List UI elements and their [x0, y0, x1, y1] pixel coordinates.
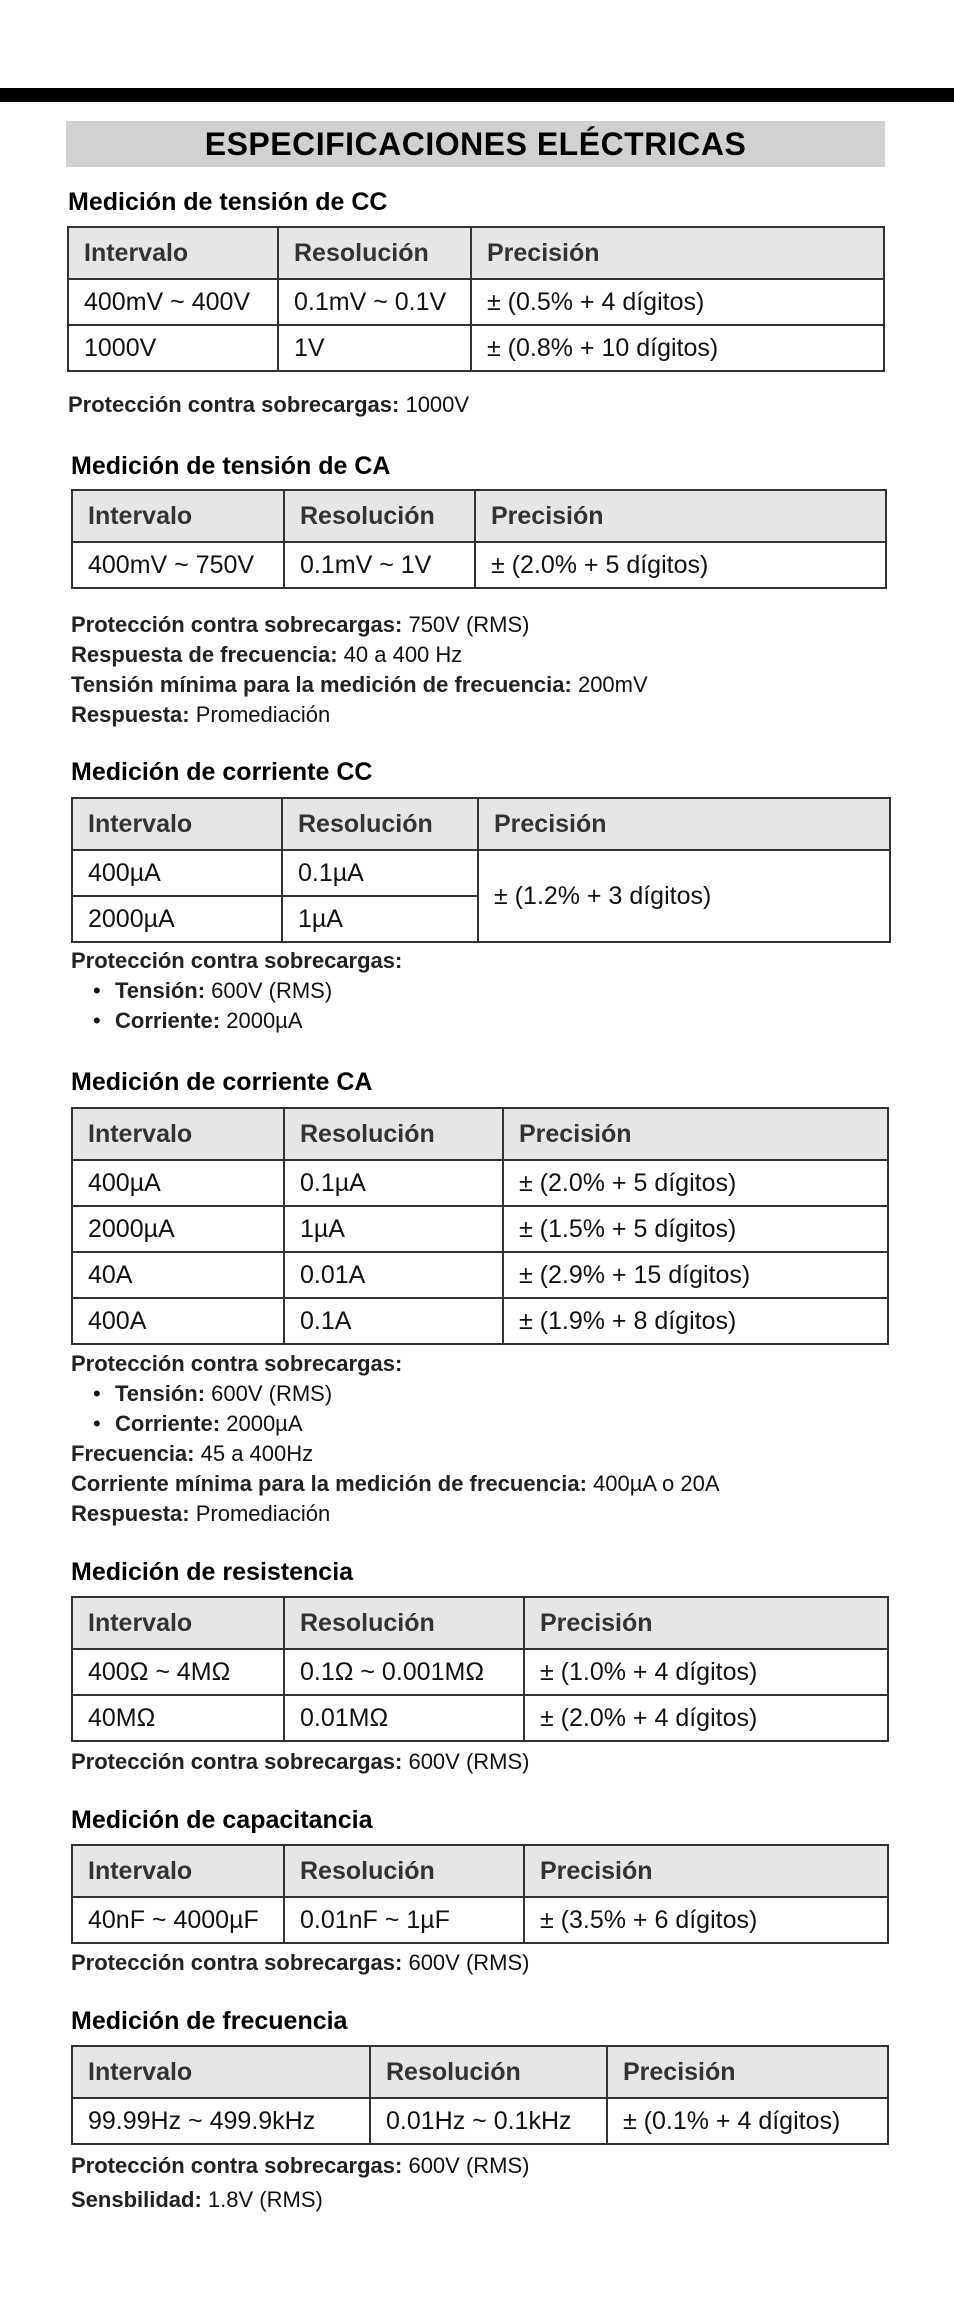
- header-precision: Precisión: [471, 227, 884, 279]
- cell-resolution: 1µA: [284, 1206, 503, 1252]
- cell-resolution: 0.1mV ~ 0.1V: [278, 279, 471, 325]
- section-title-frequency: Medición de frecuencia: [71, 2007, 348, 2035]
- note-line: [71, 1747, 530, 1777]
- header-intervalo: Intervalo: [72, 490, 284, 542]
- note-value: 600V (RMS): [205, 1381, 333, 1406]
- note-value: 2000µA: [220, 1008, 303, 1033]
- note-value: 750V (RMS): [402, 612, 530, 637]
- cell-accuracy: ± (2.0% + 5 dígitos): [475, 542, 886, 588]
- section-title-resistance: Medición de resistencia: [71, 1558, 354, 1586]
- table-header-row: [72, 1108, 888, 1160]
- cell-range: 40MΩ: [72, 1695, 284, 1741]
- note-line: [71, 1948, 530, 1978]
- table-row: [72, 1206, 888, 1252]
- table-dc-voltage: [67, 226, 885, 372]
- table-row: [68, 279, 884, 325]
- header-intervalo: Intervalo: [72, 1845, 284, 1897]
- cell-range: 400Ω ~ 4MΩ: [72, 1649, 284, 1695]
- header-intervalo: Intervalo: [72, 798, 282, 850]
- cell-accuracy: ± (2.0% + 5 dígitos): [503, 1160, 888, 1206]
- table-row: [72, 1897, 888, 1943]
- note-value: 40 a 400 Hz: [337, 642, 463, 667]
- header-resolucion: Resolución: [284, 1845, 524, 1897]
- table-dc-current: [71, 797, 891, 943]
- table-header-row: [72, 798, 890, 850]
- note-label: Protección contra sobrecargas:: [71, 612, 403, 637]
- note-bullet-line: [71, 1379, 720, 1409]
- cell-resolution: 0.1µA: [284, 1160, 503, 1206]
- cell-accuracy: ± (3.5% + 6 dígitos): [524, 1897, 888, 1943]
- header-precision: Precisión: [607, 2046, 888, 2098]
- cell-range: 400mV ~ 400V: [68, 279, 278, 325]
- cell-resolution: 0.01MΩ: [284, 1695, 524, 1741]
- table-row: [72, 1160, 888, 1206]
- note-label: Respuesta de frecuencia:: [71, 642, 338, 667]
- top-black-bar: [0, 88, 954, 102]
- note-label: Corriente mínima para la medición de frecuencia:: [71, 1471, 587, 1496]
- note-label: Respuesta:: [71, 702, 190, 727]
- header-resolucion: Resolución: [284, 1597, 524, 1649]
- table-frequency: [71, 2045, 889, 2145]
- section-title-ac-current: Medición de corriente CA: [71, 1068, 373, 1096]
- table-ac-voltage: [71, 489, 887, 589]
- note-value: 1000V: [399, 392, 470, 417]
- notes-frequency: [71, 2149, 530, 2217]
- cell-resolution: 1V: [278, 325, 471, 371]
- header-resolucion: Resolución: [282, 798, 478, 850]
- header-intervalo: Intervalo: [72, 1597, 284, 1649]
- header-precision: Precisión: [524, 1845, 888, 1897]
- cell-accuracy: ± (2.9% + 15 dígitos): [503, 1252, 888, 1298]
- note-value: Promediación: [189, 1501, 331, 1526]
- note-line: [71, 610, 648, 640]
- header-resolucion: Resolución: [278, 227, 471, 279]
- page-title: ESPECIFICACIONES ELÉCTRICAS: [204, 125, 747, 162]
- note-label: Sensbilidad:: [71, 2187, 202, 2212]
- table-header-row: [72, 490, 886, 542]
- header-intervalo: Intervalo: [72, 1108, 284, 1160]
- note-value: 600V (RMS): [402, 1950, 530, 1975]
- section-title-ac-voltage: Medición de tensión de CA: [71, 452, 391, 480]
- section-title-dc-voltage: Medición de tensión de CC: [68, 188, 388, 216]
- note-bullet-line: [71, 1006, 402, 1036]
- header-precision: Precisión: [503, 1108, 888, 1160]
- header-resolucion: Resolución: [284, 490, 475, 542]
- cell-range: 40nF ~ 4000µF: [72, 1897, 284, 1943]
- table-row: [72, 850, 890, 896]
- notes-capacitance: [71, 1948, 530, 1978]
- note-bullet-line: [71, 976, 402, 1006]
- note-line: [71, 1349, 720, 1379]
- table-capacitance: [71, 1844, 889, 1944]
- note-label: Tensión:: [115, 978, 206, 1003]
- cell-accuracy: ± (2.0% + 4 dígitos): [524, 1695, 888, 1741]
- cell-accuracy: ± (1.5% + 5 dígitos): [503, 1206, 888, 1252]
- section-title-capacitance: Medición de capacitancia: [71, 1806, 373, 1834]
- note-bullet-line: [71, 1409, 720, 1439]
- cell-resolution: 0.01nF ~ 1µF: [284, 1897, 524, 1943]
- bullet-icon: •: [93, 1411, 101, 1436]
- cell-accuracy: ± (1.9% + 8 dígitos): [503, 1298, 888, 1344]
- note-value: Promediación: [189, 702, 331, 727]
- cell-range: 400µA: [72, 1160, 284, 1206]
- table-row: [72, 2098, 888, 2144]
- note-line: [71, 2183, 530, 2217]
- table-header-row: [72, 1597, 888, 1649]
- note-label: Protección contra sobrecargas:: [71, 948, 403, 973]
- note-label: Respuesta:: [71, 1501, 190, 1526]
- cell-resolution: 1µA: [282, 896, 478, 942]
- table-row: [72, 1298, 888, 1344]
- header-precision: Precisión: [478, 798, 890, 850]
- bullet-icon: •: [93, 978, 101, 1003]
- table-header-row: [72, 2046, 888, 2098]
- notes-dc-current: [71, 946, 402, 1036]
- header-intervalo: Intervalo: [68, 227, 278, 279]
- note-label: Protección contra sobrecargas:: [68, 392, 400, 417]
- header-precision: Precisión: [524, 1597, 888, 1649]
- note-label: Frecuencia:: [71, 1441, 195, 1466]
- cell-range: 1000V: [68, 325, 278, 371]
- note-line: [71, 946, 402, 976]
- note-value: 45 a 400Hz: [194, 1441, 314, 1466]
- note-label: Protección contra sobrecargas:: [71, 1950, 403, 1975]
- cell-resolution: 0.01A: [284, 1252, 503, 1298]
- bullet-icon: •: [93, 1381, 101, 1406]
- header-intervalo: Intervalo: [72, 2046, 370, 2098]
- note-value: 400µA o 20A: [586, 1471, 720, 1496]
- cell-resolution: 0.01Hz ~ 0.1kHz: [370, 2098, 607, 2144]
- note-line: [71, 2149, 530, 2183]
- header-resolucion: Resolución: [284, 1108, 503, 1160]
- table-row: [72, 1252, 888, 1298]
- note-value: 1.8V (RMS): [201, 2187, 323, 2212]
- note-line: [71, 1439, 720, 1469]
- note-label: Protección contra sobrecargas:: [71, 1351, 403, 1376]
- note-label: Tensión:: [115, 1381, 206, 1406]
- header-precision: Precisión: [475, 490, 886, 542]
- notes-ac-voltage: [71, 610, 648, 730]
- note-line: [71, 700, 648, 730]
- table-header-row: [68, 227, 884, 279]
- note-label: Protección contra sobrecargas:: [71, 2153, 403, 2178]
- note-value: 600V (RMS): [205, 978, 333, 1003]
- cell-accuracy-merged: ± (1.2% + 3 dígitos): [478, 850, 890, 942]
- note-value: 2000µA: [220, 1411, 303, 1436]
- notes-resistance: [71, 1747, 530, 1777]
- note-value: 600V (RMS): [402, 1749, 530, 1774]
- note-value: 200mV: [571, 672, 648, 697]
- notes-dc-voltage: [68, 390, 469, 420]
- note-line: [68, 390, 469, 420]
- table-row: [72, 1695, 888, 1741]
- cell-accuracy: ± (0.1% + 4 dígitos): [607, 2098, 888, 2144]
- cell-resolution: 0.1mV ~ 1V: [284, 542, 475, 588]
- cell-resolution: 0.1A: [284, 1298, 503, 1344]
- cell-range: 400A: [72, 1298, 284, 1344]
- note-line: [71, 640, 648, 670]
- cell-range: 2000µA: [72, 1206, 284, 1252]
- note-value: 600V (RMS): [402, 2153, 530, 2178]
- page-title-banner: [66, 121, 885, 167]
- bullet-icon: •: [93, 1008, 101, 1033]
- section-title-dc-current: Medición de corriente CC: [71, 758, 373, 786]
- table-row: [68, 325, 884, 371]
- cell-accuracy: ± (0.5% + 4 dígitos): [471, 279, 884, 325]
- cell-range: 400mV ~ 750V: [72, 542, 284, 588]
- cell-resolution: 0.1Ω ~ 0.001MΩ: [284, 1649, 524, 1695]
- table-resistance: [71, 1596, 889, 1742]
- cell-accuracy: ± (1.0% + 4 dígitos): [524, 1649, 888, 1695]
- cell-resolution: 0.1µA: [282, 850, 478, 896]
- cell-range: 40A: [72, 1252, 284, 1298]
- cell-range: 2000µA: [72, 896, 282, 942]
- notes-ac-current: [71, 1349, 720, 1529]
- note-label: Corriente:: [115, 1008, 221, 1033]
- note-line: [71, 670, 648, 700]
- header-resolucion: Resolución: [370, 2046, 607, 2098]
- table-ac-current: [71, 1107, 889, 1345]
- table-row: [72, 1649, 888, 1695]
- cell-range: 400µA: [72, 850, 282, 896]
- note-line: [71, 1469, 720, 1499]
- cell-accuracy: ± (0.8% + 10 dígitos): [471, 325, 884, 371]
- note-line: [71, 1499, 720, 1529]
- note-label: Tensión mínima para la medición de frecuencia:: [71, 672, 572, 697]
- table-row: [72, 542, 886, 588]
- cell-range: 99.99Hz ~ 499.9kHz: [72, 2098, 370, 2144]
- note-label: Protección contra sobrecargas:: [71, 1749, 403, 1774]
- table-header-row: [72, 1845, 888, 1897]
- note-label: Corriente:: [115, 1411, 221, 1436]
